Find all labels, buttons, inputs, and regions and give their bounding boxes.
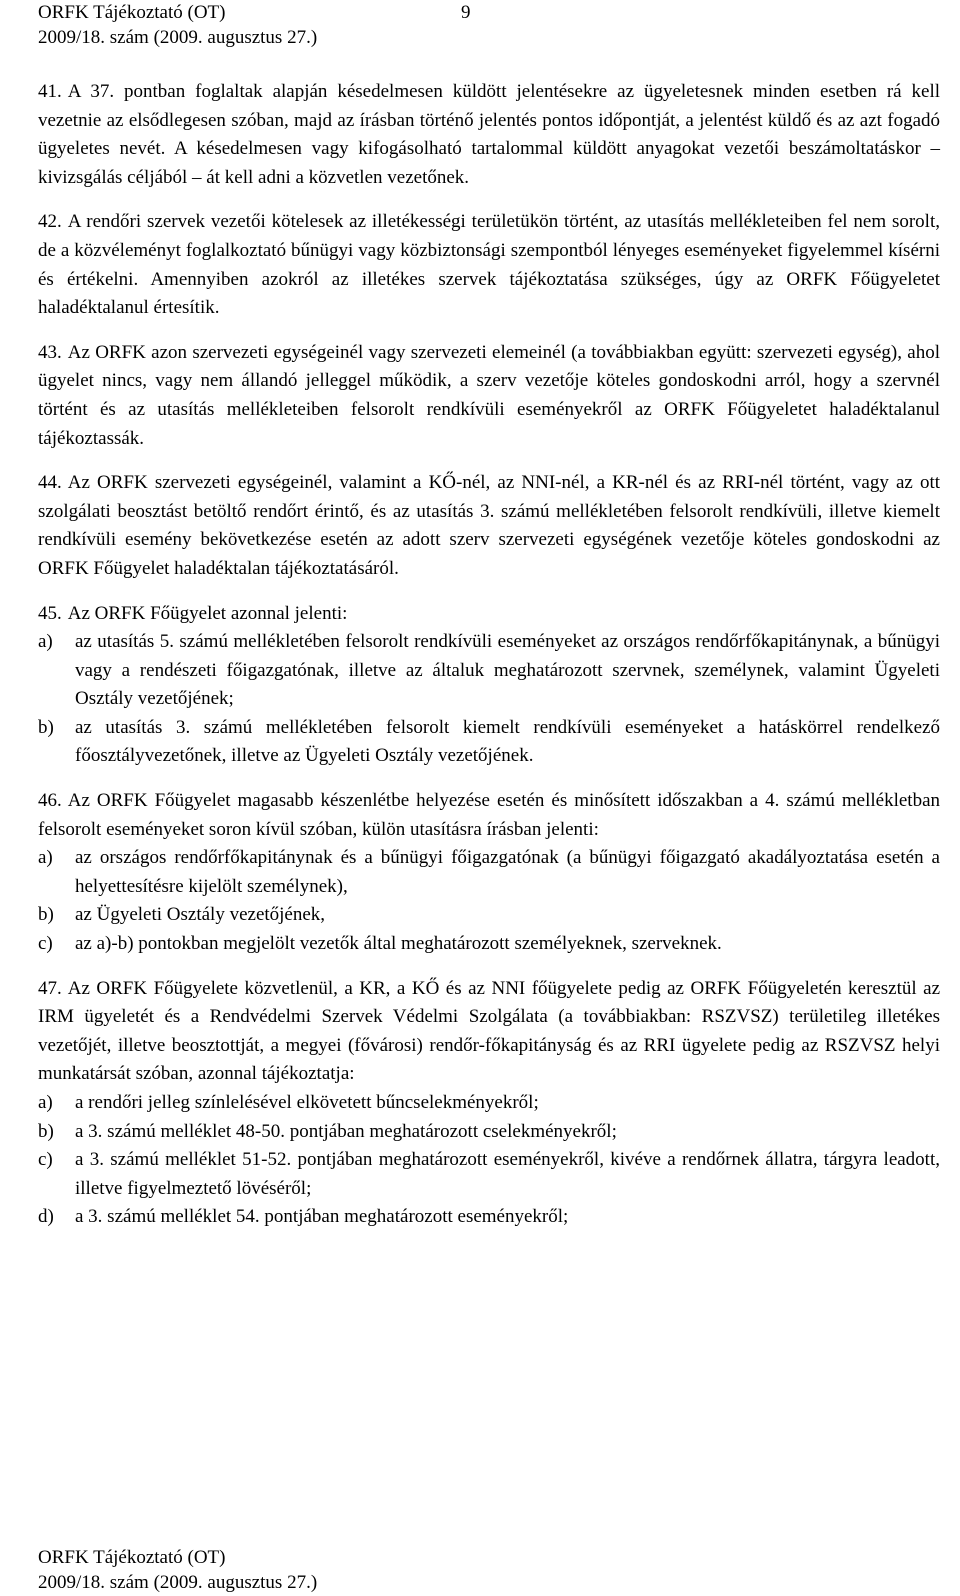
paragraph-text: Az ORFK Főügyelete közvetlenül, a KR, a KŐ és az NNI főügyelete pedig az ORFK Főügyeletén keresztül az IRM ügyeletét és a Rendvédelmi Szervek Védelmi Szolgálata (a továbbiakban: RSZVSZ) területileg illetékes vezetőjét, illetve beosztottját, a megyei (fővárosi) rendőr-főkapitányság és az RRI ügyelete pedig az RSZVSZ helyi munkatársát szóban, azonnal tájékoztatja: <box>38 977 940 1085</box>
document-body <box>38 78 940 1232</box>
footer-issue: 2009/18. szám (2009. augusztus 27.) <box>38 1572 318 1593</box>
page-number: 9 <box>461 2 471 23</box>
paragraph-43 <box>38 339 940 453</box>
list-item-label: a) <box>38 631 53 653</box>
paragraph-46 <box>38 787 940 959</box>
paragraph-45-lead <box>38 600 940 629</box>
list-item-label: b) <box>38 904 54 926</box>
list-item-label: b) <box>38 716 54 738</box>
list-item <box>38 714 940 771</box>
paragraph-47 <box>38 975 940 1232</box>
list-item <box>38 1118 940 1147</box>
list-item-text: az utasítás 5. számú mellékletében felsorolt rendkívüli eseményeket az országos rendőrfőkapitánynak, a bűnügyi vagy a rendészeti főigazgatónak, illetve az általuk meghatározott szervnek, személynek, valamint Ügyeleti Osztály vezetőjének; <box>75 631 940 710</box>
list-item-label: a) <box>38 847 53 869</box>
paragraph-text: Az ORFK Főügyelet azonnal jelenti: <box>67 602 348 624</box>
paragraph-41 <box>38 78 940 192</box>
list-item-text: az Ügyeleti Osztály vezetőjének, <box>75 904 326 926</box>
footer-title: ORFK Tájékoztató (OT) <box>38 1547 226 1568</box>
list-item <box>38 930 940 959</box>
list-item-label: d) <box>38 1206 54 1228</box>
list-item-label: c) <box>38 933 53 955</box>
list-item-text: a rendőri jelleg színlelésével elkövetett bűncselekményekről; <box>75 1092 539 1113</box>
paragraph-number: 46. <box>38 790 62 812</box>
list-item-label: c) <box>38 1149 53 1171</box>
paragraph-46-lead <box>38 787 940 844</box>
paragraph-47-lead <box>38 975 940 1089</box>
list-item-text: a 3. számú melléklet 51-52. pontjában meghatározott eseményekről, kivéve a rendőrnek állatra, tárgyra leadott, illetve figyelmeztető lövéséről; <box>75 1149 940 1199</box>
paragraph-text: Az ORFK szervezeti egységeinél, valamint a KŐ-nél, az NNI-nél, a KR-nél és az RRI-nél történt, vagy az ott szolgálati beosztást betöltő rendőrt érintő, és az utasítás 3. számú mellékletében felsorolt rendkívüli, illetve kiemelt rendkívüli esemény bekövetkezése esetén az adott szerv szervezeti egységének vezetője köteles gondoskodni az ORFK Főügyelet haladéktalan tájékoztatásáról. <box>38 472 940 579</box>
paragraph-number: 42. <box>38 211 62 233</box>
list-item <box>38 901 940 930</box>
list-item-label: a) <box>38 1092 53 1113</box>
page-footer <box>38 1545 317 1595</box>
paragraph-number: 41. <box>38 81 62 102</box>
paragraph-45 <box>38 600 940 772</box>
list-item-text: az a)-b) pontokban megjelölt vezetők által meghatározott személyeknek, szerveknek. <box>75 933 722 955</box>
list-item-label: b) <box>38 1120 54 1142</box>
paragraph-text: A 37. pontban foglaltak alapján késedelmesen küldött jelentésekre az ügyeletesnek minden esetben rá kell vezetnie az elsődlegesen szóban, majd az írásban történő jelentés pontos időpontját, a jelentést küldő és az azt fogadó ügyeletes nevét. A késedelmesen vagy kifogásolható tartalommal küldött anyagokat vezetői beszámoltatáskor – kivizsgálás céljából – át kell adni a közvetlen vezetőnek. <box>38 81 940 188</box>
paragraph-number: 44. <box>38 472 62 494</box>
paragraph-number: 43. <box>38 341 62 363</box>
list-item-text: a 3. számú melléklet 54. pontjában meghatározott eseményekről; <box>75 1206 569 1228</box>
header-title: ORFK Tájékoztató (OT) <box>38 2 226 23</box>
paragraph-44 <box>38 469 940 583</box>
list-item <box>38 1203 940 1232</box>
list-item-text: a 3. számú melléklet 48-50. pontjában meghatározott cselekményekről; <box>75 1120 617 1142</box>
list-item-text: az utasítás 3. számú mellékletében felsorolt kiemelt rendkívüli eseményeket a hatáskörrel rendelkező főosztályvezetőnek, illetve az Ügyeleti Osztály vezetőjének. <box>75 716 940 767</box>
paragraph-42 <box>38 208 940 322</box>
paragraph-text: A rendőri szervek vezetői kötelesek az illetékességi területükön történt, az utasítás mellékleteiben fel nem sorolt, de a közvéleményt foglalkoztató bűnügyi vagy közbiztonsági szempontból lényeges eseményeket figyelemmel kísérni és értékelni. Amennyiben azokról az illetékes szervek tájékoztatása szükséges, úgy az ORFK Főügyeletet haladéktalanul értesítik. <box>38 211 940 319</box>
paragraph-number: 47. <box>38 977 62 999</box>
list-item <box>38 628 940 714</box>
list-item <box>38 844 940 901</box>
list-item <box>38 1089 940 1118</box>
paragraph-text: Az ORFK azon szervezeti egységeinél vagy szervezeti elemeinél (a továbbiakban együtt: szervezeti egység), ahol ügyelet nincs, vagy nem állandó jelleggel működik, a szerv vezetője köteles gondoskodni arról, hogy a szervnél történt és az utasítás mellékleteiben felsorolt rendkívüli eseményekről az ORFK Főügyeletet haladéktalanul tájékoztassák. <box>38 341 940 449</box>
paragraph-text: Az ORFK Főügyelet magasabb készenlétbe helyezése esetén és minősített időszakban a 4. számú mellékletban felsorolt eseményeket soron kívül szóban, külön utasításra írásban jelenti: <box>38 790 940 840</box>
list-item-text: az országos rendőrfőkapitánynak és a bűnügyi főigazgatónak (a bűnügyi főigazgató akadályoztatása esetén a helyettesítésre kijelölt személynek), <box>75 847 940 897</box>
paragraph-number: 45. <box>38 602 62 624</box>
list-item <box>38 1146 940 1203</box>
header-issue: 2009/18. szám (2009. augusztus 27.) <box>38 27 318 48</box>
page-header <box>38 0 317 50</box>
